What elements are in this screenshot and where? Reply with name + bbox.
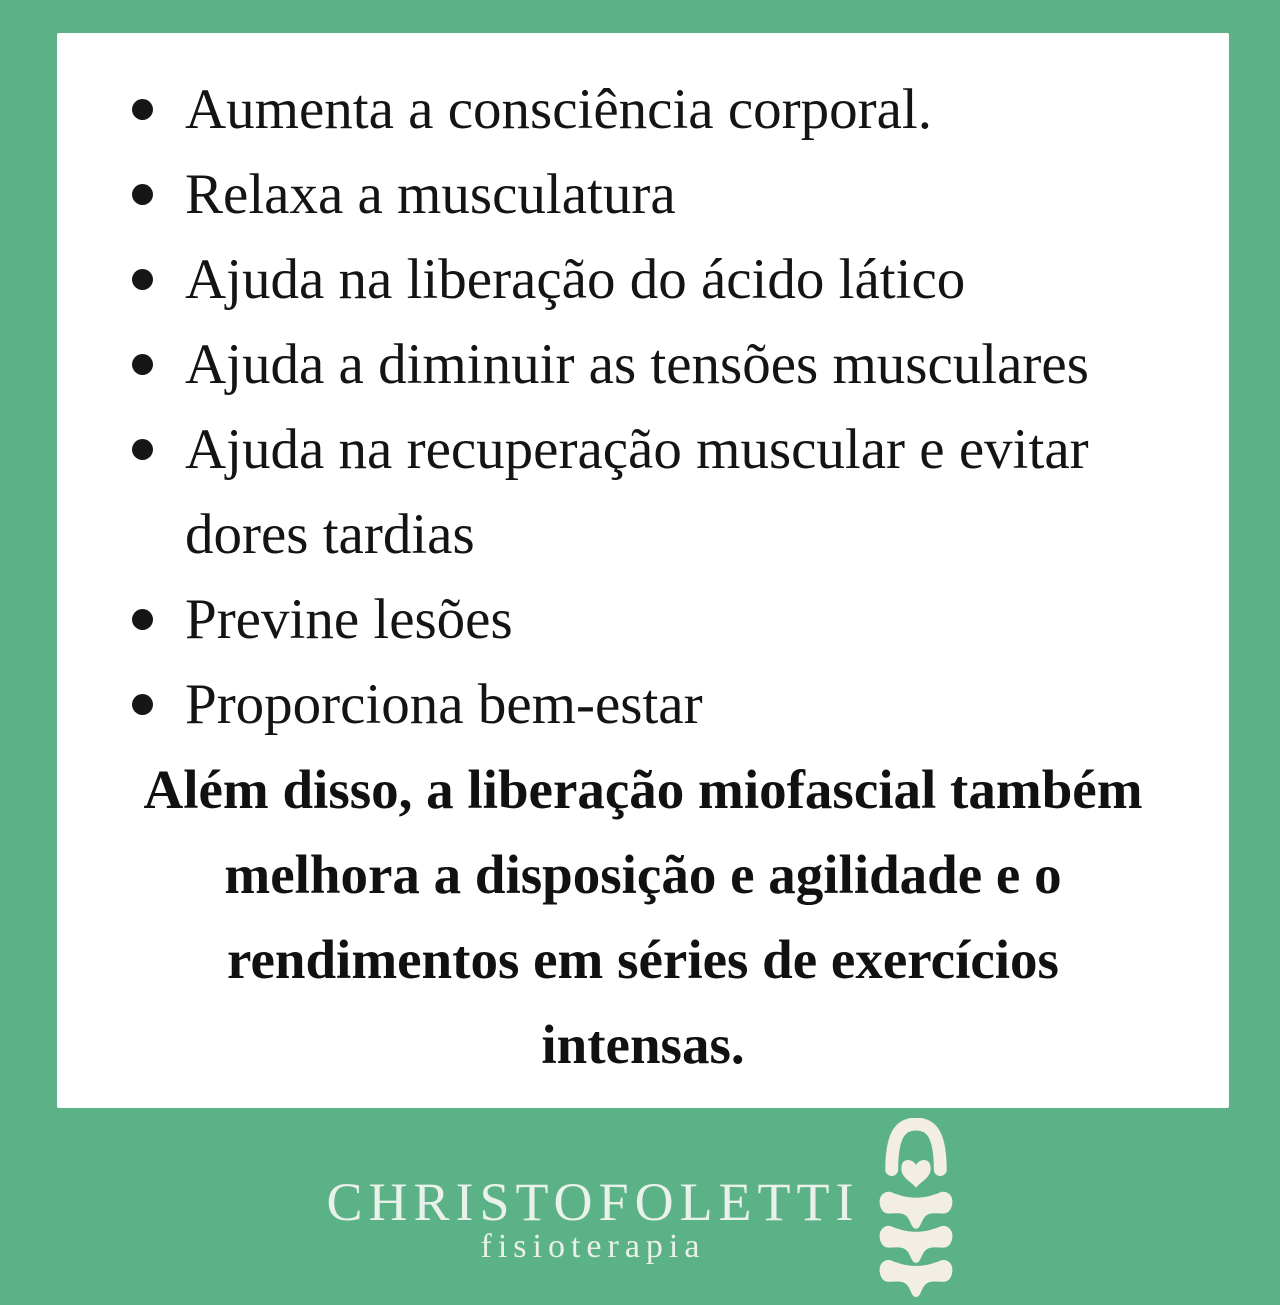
benefits-card xyxy=(57,33,1229,1108)
list-item xyxy=(132,67,1201,152)
bullet-icon xyxy=(132,694,153,715)
benefits-list xyxy=(57,67,1229,747)
bullet-icon xyxy=(132,99,153,120)
list-item xyxy=(132,152,1201,237)
benefit-text: Relaxa a musculatura xyxy=(185,163,676,226)
arch-shape xyxy=(891,1124,940,1170)
vertebra-shape xyxy=(879,1192,952,1229)
highlight-line: melhora a disposição e agilidade e o xyxy=(224,844,1062,905)
bullet-icon xyxy=(132,609,153,630)
heart-icon xyxy=(901,1160,930,1188)
highlight-line: rendimentos em séries de exercícios xyxy=(227,929,1059,990)
benefit-text: Ajuda na recuperação muscular e evitar dores tardias xyxy=(185,418,1089,566)
list-item xyxy=(132,407,1201,577)
list-item xyxy=(132,322,1201,407)
list-item xyxy=(132,662,1201,747)
brand-name: CHRISTOFOLETTI xyxy=(326,1172,860,1232)
highlight-line: intensas. xyxy=(541,1014,745,1075)
benefit-text: Aumenta a consciência corporal. xyxy=(185,78,932,141)
bullet-icon xyxy=(132,354,153,375)
spine-with-heart-icon xyxy=(878,1118,954,1300)
benefit-text: Proporciona bem-estar xyxy=(185,673,703,736)
brand-footer xyxy=(0,1112,1280,1300)
brand-subtitle: fisioterapia xyxy=(480,1228,706,1266)
brand-text-block xyxy=(326,1172,860,1266)
benefit-text: Ajuda na liberação do ácido lático xyxy=(185,248,966,311)
highlight-line: Além disso, a liberação miofascial também xyxy=(143,759,1143,820)
benefit-text: Previne lesões xyxy=(185,588,513,651)
vertebra-shape xyxy=(879,1226,952,1263)
bullet-icon xyxy=(132,184,153,205)
highlight-paragraph xyxy=(57,747,1229,1087)
vertebra-shape xyxy=(879,1260,952,1297)
bullet-icon xyxy=(132,269,153,290)
bullet-icon xyxy=(132,439,153,460)
benefit-text: Ajuda a diminuir as tensões musculares xyxy=(185,333,1089,396)
list-item xyxy=(132,577,1201,662)
list-item xyxy=(132,237,1201,322)
